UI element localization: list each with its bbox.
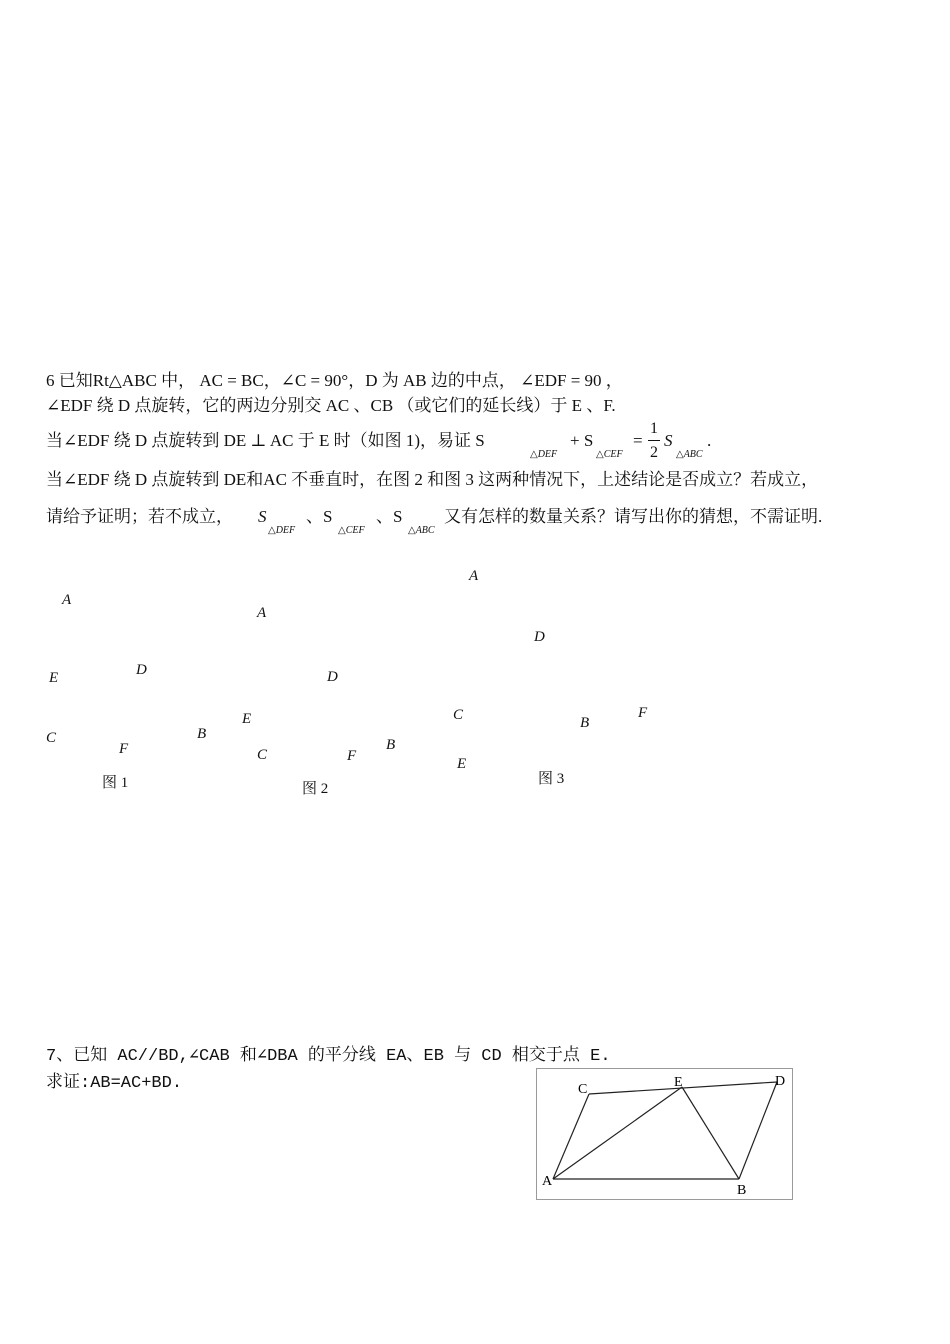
fig2-label-c: C	[257, 747, 268, 763]
problem6-line4: 当∠EDF 绕 D 点旋转到 DE和AC 不垂直时，在图 2 和图 3 这两种情况下，上述结论是否成立？若成立，	[46, 470, 819, 489]
fig1-label-f: F	[119, 741, 129, 757]
line3-eq: =	[633, 431, 643, 450]
fig1-label-a: A	[62, 592, 72, 608]
fig7-label-a: A	[542, 1174, 553, 1189]
fig7-label-c: C	[578, 1082, 588, 1097]
line5-sep2: 、S	[376, 507, 403, 526]
line5-sub-def: △DEF	[268, 525, 296, 536]
fig3-label-a: A	[469, 568, 479, 584]
line3-text: 当∠EDF 绕 D 点旋转到 DE ⊥ AC 于 E 时（如图 1)，易证 S	[46, 431, 485, 450]
fig1-label-b: B	[197, 726, 207, 742]
figure7-diagram	[536, 1068, 793, 1200]
fig2-label-b: B	[386, 737, 396, 753]
subscript-cef: △CEF	[596, 449, 623, 460]
segment-bd	[739, 1082, 777, 1179]
fig3-label-f: F	[638, 705, 648, 721]
problem7-line1: 7、已知 AC//BD,∠CAB 和∠DBA 的平分线 EA、EB 与 CD 相交于点 E.	[46, 1047, 611, 1066]
segment-be	[682, 1087, 739, 1179]
fig3-label-c: C	[453, 707, 464, 723]
fig1-label-e: E	[49, 670, 59, 686]
line3-s: S	[664, 431, 673, 450]
line5-sep1: 、S	[306, 507, 333, 526]
fig7-label-b: B	[737, 1183, 747, 1198]
fraction-bar	[648, 440, 660, 441]
fig2-label-d: D	[327, 669, 338, 685]
subscript-def: △DEF	[530, 449, 558, 460]
fraction-numerator: 1	[650, 420, 658, 437]
line5-text: 请给予证明；若不成立，	[46, 507, 233, 526]
problem6-line1: 6 已知Rt△ABC 中， AC = BC，∠C = 90°，D 为 AB 边的中点， ∠EDF = 90 ，	[46, 371, 623, 390]
fig7-label-d: D	[775, 1074, 786, 1089]
figure7-svg	[537, 1069, 792, 1199]
line3-end: .	[707, 431, 712, 450]
fig1-label-c: C	[46, 730, 57, 746]
fig7-label-e: E	[674, 1075, 683, 1090]
line5-post: 又有怎样的数量关系？请写出你的猜想，不需证明.	[444, 507, 823, 526]
fig3-label-b: B	[580, 715, 590, 731]
fig2-label-e: E	[242, 711, 252, 727]
fig1-label-d: D	[136, 662, 147, 678]
fig2-label-f: F	[347, 748, 357, 764]
line5-sub-abc: △ABC	[408, 525, 435, 536]
fig1-caption: 图 1	[102, 775, 129, 791]
line5-sub-cef: △CEF	[338, 525, 365, 536]
fig2-caption: 图 2	[302, 781, 329, 797]
line5-s1: S	[258, 507, 267, 526]
fig3-label-d: D	[534, 629, 545, 645]
problem7-line2: 求证:AB=AC+BD.	[46, 1074, 183, 1093]
fraction-denominator: 2	[650, 444, 658, 461]
subscript-abc: △ABC	[676, 449, 703, 460]
fig2-label-a: A	[257, 605, 267, 621]
fig3-label-e: E	[457, 756, 467, 772]
line3-plus: + S	[570, 431, 594, 450]
fig3-caption: 图 3	[538, 771, 565, 787]
problem6-line2: ∠EDF 绕 D 点旋转，它的两边分别交 AC 、CB （或它们的延长线）于 E 、F.	[46, 396, 616, 415]
